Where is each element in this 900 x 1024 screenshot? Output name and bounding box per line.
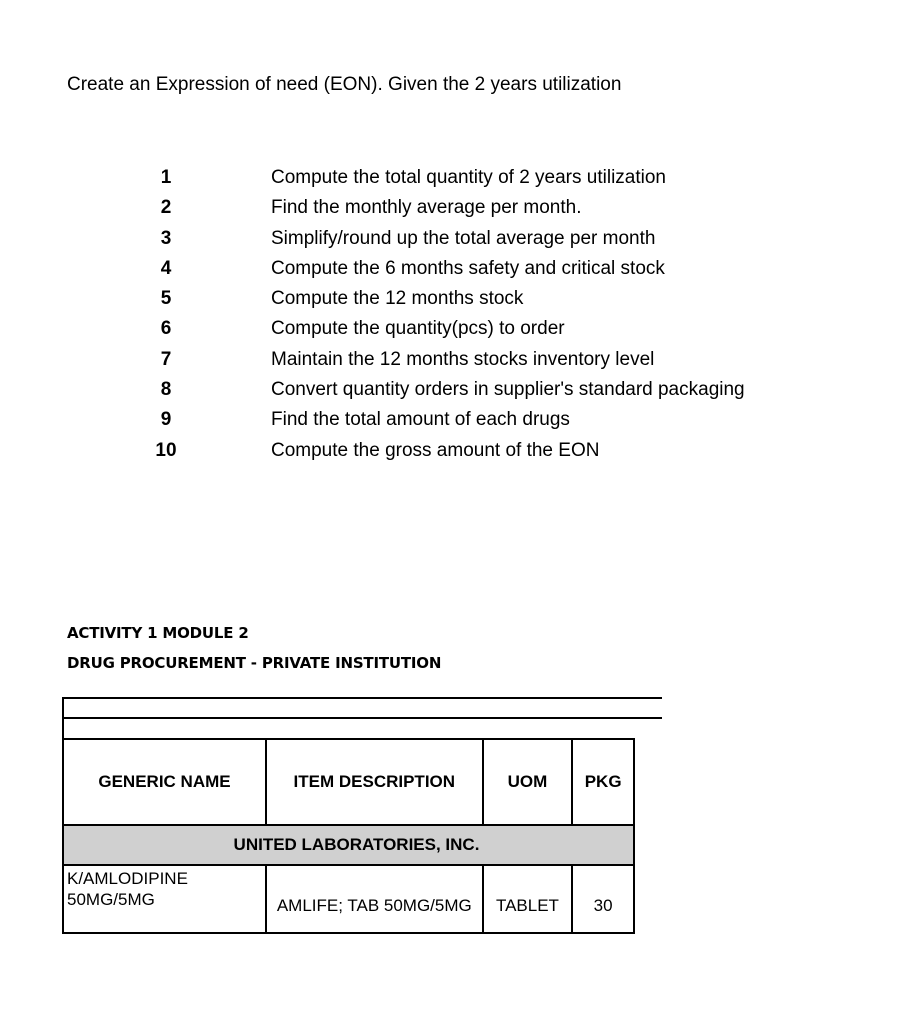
step-text: Simplify/round up the total average per month: [271, 227, 656, 249]
step-number: 7: [160, 348, 172, 370]
step-number: 2: [160, 197, 172, 219]
item-description-cell: AMLIFE; TAB 50MG/5MG: [266, 865, 483, 933]
list-item: [0, 377, 900, 407]
step-text: Maintain the 12 months stocks inventory level: [271, 348, 655, 370]
column-header-item-description: ITEM DESCRIPTION: [266, 739, 483, 825]
generic-name-line2: 50MG/5MG: [67, 890, 155, 909]
list-item: [0, 195, 900, 225]
step-number: 8: [160, 379, 172, 401]
step-text: Find the monthly average per month.: [271, 197, 582, 219]
column-header-generic-name: GENERIC NAME: [63, 739, 266, 825]
list-item: [0, 347, 900, 377]
step-text: Compute the 6 months safety and critical stock: [271, 257, 665, 279]
column-header-pkg: PKG: [572, 739, 634, 825]
pkg-cell: 30: [572, 865, 634, 933]
list-item: [0, 256, 900, 286]
step-text: Find the total amount of each drugs: [271, 409, 570, 431]
step-number: 10: [155, 439, 177, 461]
generic-name-cell: [63, 865, 266, 933]
uom-cell: TABLET: [483, 865, 573, 933]
activity-heading: ACTIVITY 1 MODULE 2: [67, 624, 249, 642]
supplier-group-row: [63, 825, 634, 865]
list-item: [0, 316, 900, 346]
step-text: Compute the quantity(pcs) to order: [271, 318, 565, 340]
table-header-row: [63, 739, 634, 825]
step-text: Convert quantity orders in supplier's standard packaging: [271, 379, 745, 401]
step-text: Compute the 12 months stock: [271, 288, 524, 310]
procurement-subtitle: DRUG PROCUREMENT - PRIVATE INSTITUTION: [67, 654, 442, 672]
supplier-name: [63, 825, 634, 865]
table-row: [63, 865, 634, 933]
supplier-name-label: UNITED LABORATORIES, INC.: [233, 835, 480, 854]
step-number: 3: [160, 227, 172, 249]
step-number: 1: [160, 167, 172, 188]
table-frame-middle: [62, 717, 662, 719]
instruction-text: Create an Expression of need (EON). Given the 2 years utilization: [67, 74, 622, 95]
steps-list: [0, 165, 900, 468]
list-item: [0, 438, 900, 468]
list-item: [0, 226, 900, 256]
list-item: [0, 407, 900, 437]
step-text: Compute the total quantity of 2 years utilization: [271, 167, 667, 188]
eon-table: [62, 738, 635, 934]
list-item: [0, 286, 900, 316]
table-frame-left: [62, 697, 64, 739]
step-number: 4: [160, 257, 172, 279]
table-frame-top: [62, 697, 662, 699]
list-item: [0, 165, 900, 195]
step-text: Compute the gross amount of the EON: [271, 439, 600, 461]
step-number: 6: [160, 318, 172, 340]
generic-name-line1: K/AMLODIPINE: [67, 869, 188, 888]
column-header-uom: UOM: [483, 739, 573, 825]
step-number: 9: [160, 409, 172, 431]
step-number: 5: [160, 288, 172, 310]
